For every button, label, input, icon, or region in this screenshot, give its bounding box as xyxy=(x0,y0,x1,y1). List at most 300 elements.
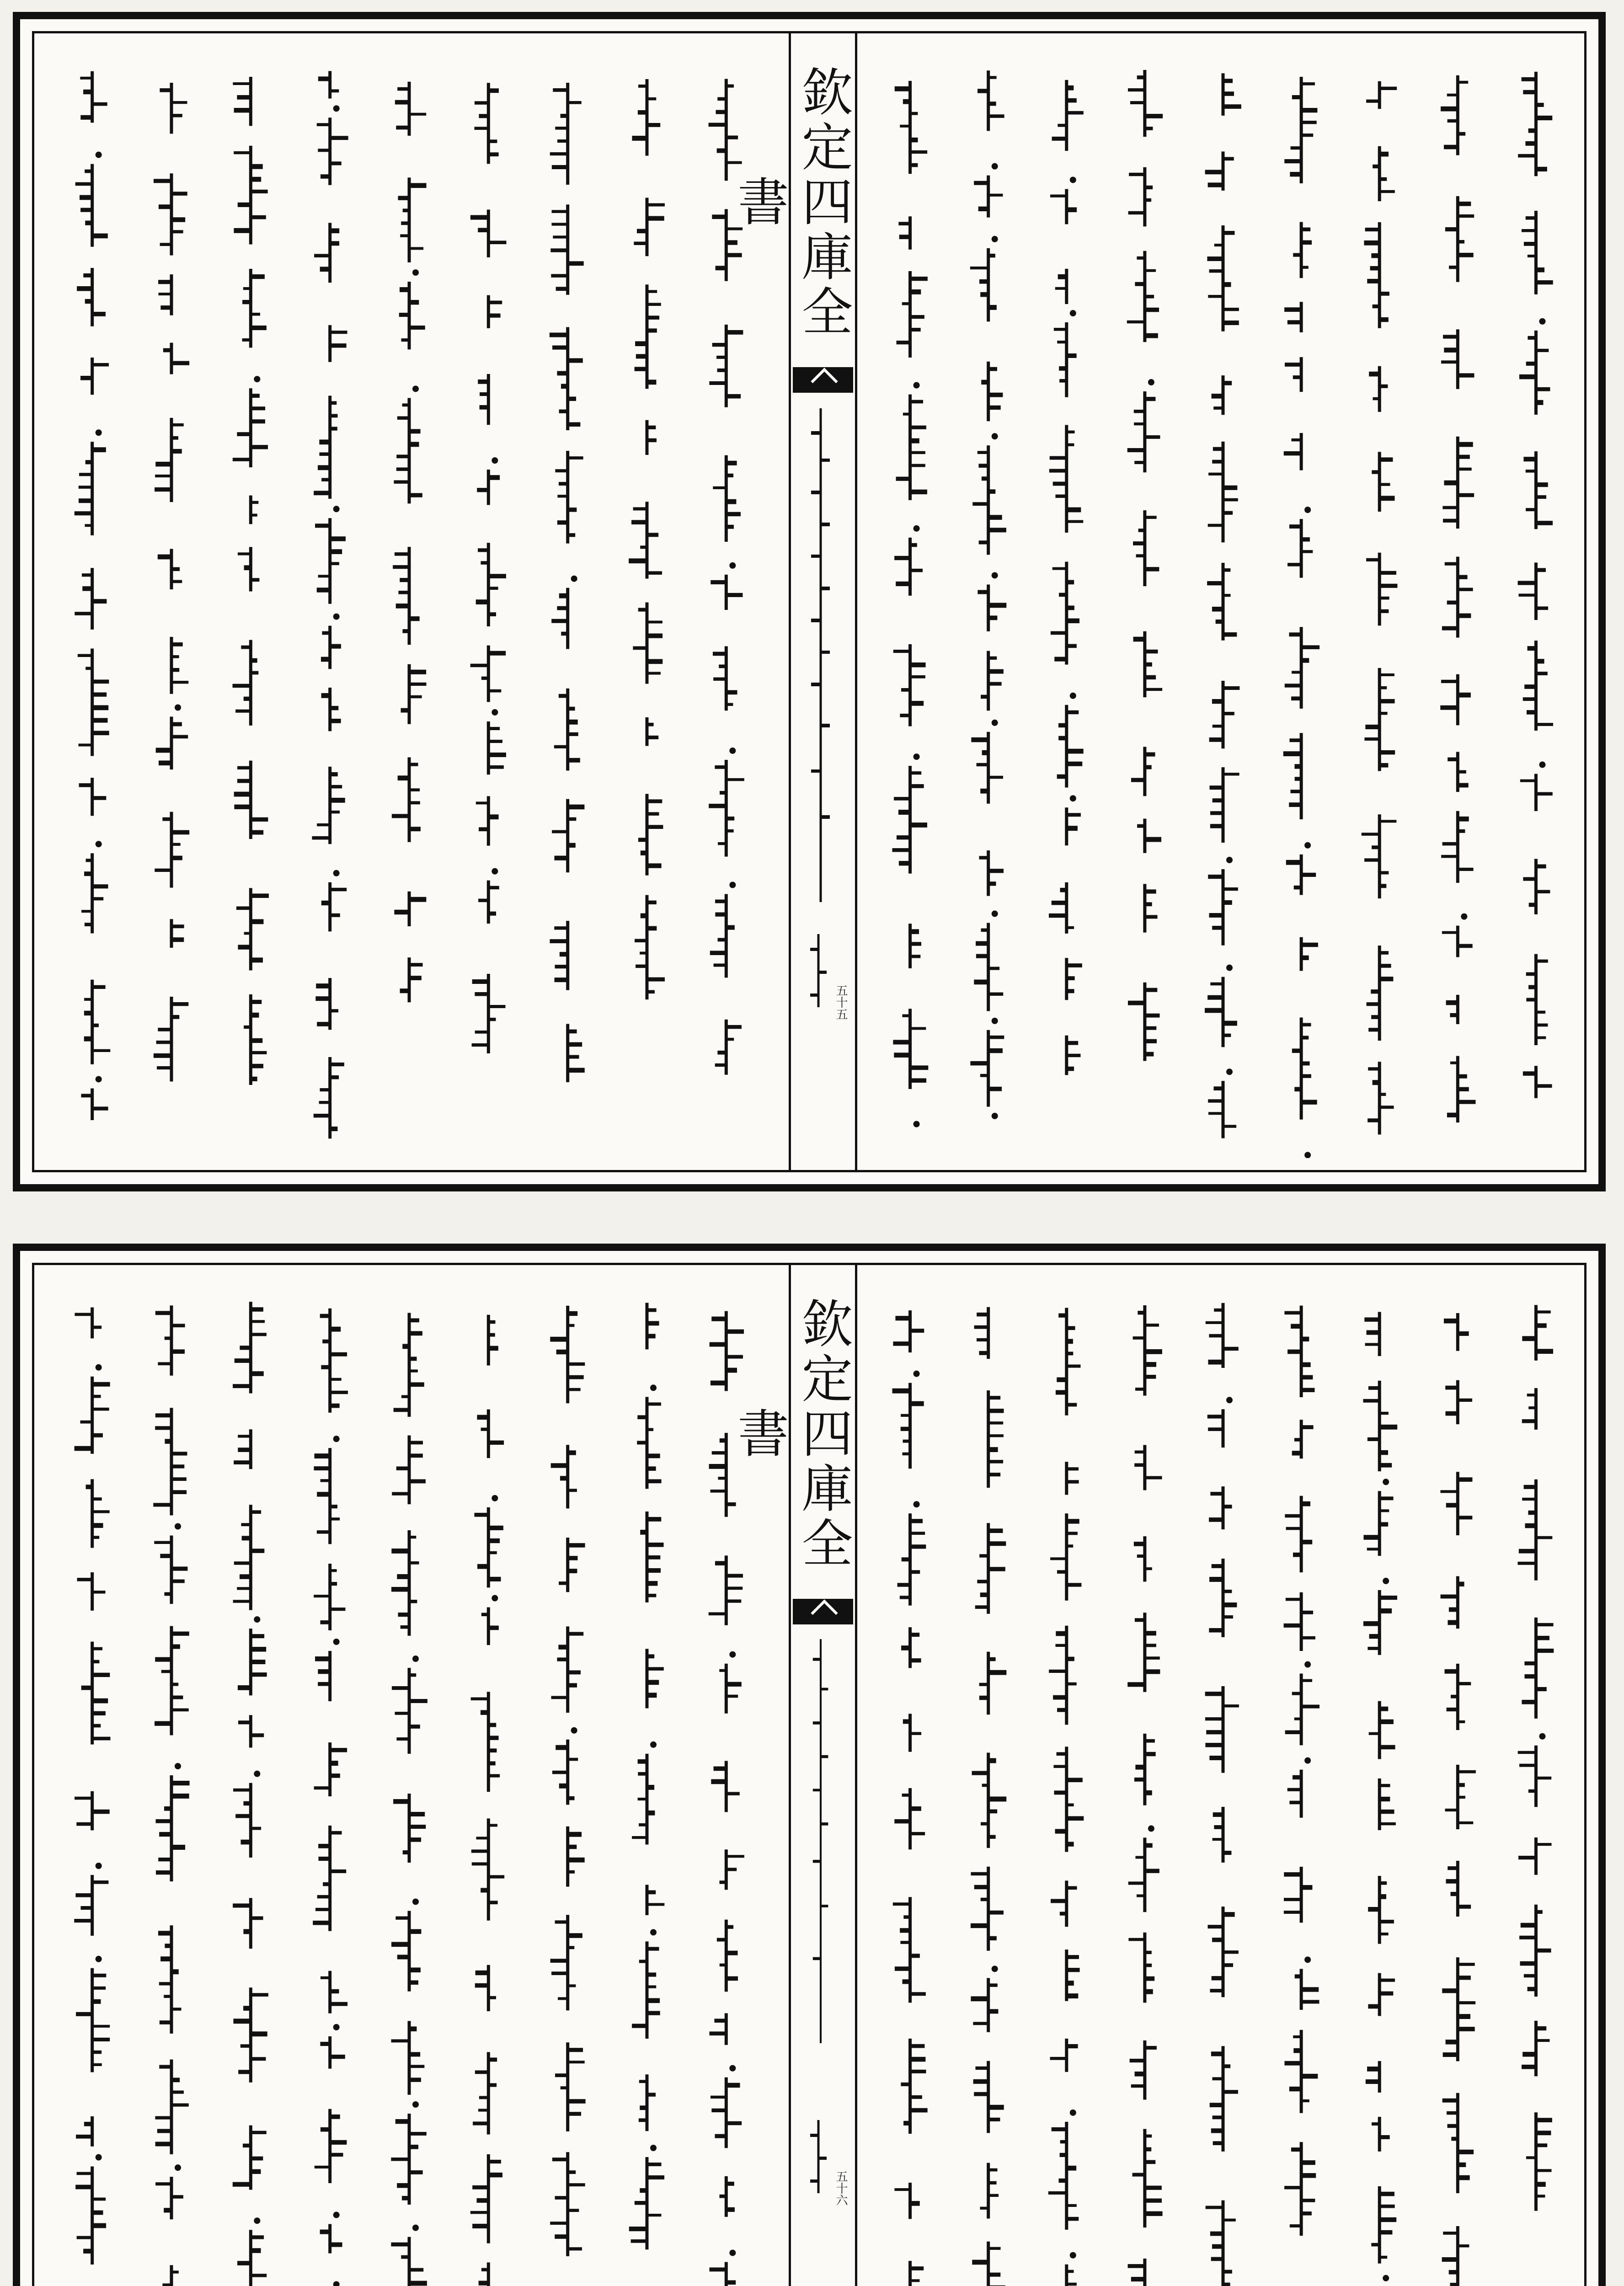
punctuation-mark xyxy=(96,152,102,158)
mongolian-word xyxy=(1526,954,1548,1045)
mongolian-word xyxy=(898,216,910,249)
mongolian-word xyxy=(629,2157,664,2249)
mongolian-word xyxy=(84,980,111,1064)
mongolian-word xyxy=(719,2176,734,2217)
mongolian-word xyxy=(155,1626,189,1736)
punctuation-mark xyxy=(992,433,998,439)
mongolian-word xyxy=(1206,1303,1239,1368)
folio-number: 五十五 xyxy=(834,984,848,1020)
mongolian-word xyxy=(893,1897,926,2003)
mongolian-word xyxy=(1053,1747,1084,1852)
mongolian-word xyxy=(1284,1306,1314,1397)
mongolian-word xyxy=(81,1642,111,1745)
mongolian-word xyxy=(568,1024,585,1082)
mongolian-word xyxy=(1366,553,1397,626)
mongolian-word xyxy=(1523,1066,1552,1098)
punctuation-mark xyxy=(491,709,498,716)
mongolian-word xyxy=(896,2261,924,2286)
mongolian-word xyxy=(893,1009,928,1089)
mongolian-text-left xyxy=(53,52,766,1152)
mongolian-word xyxy=(312,767,345,844)
mongolian-word xyxy=(481,1608,499,1645)
mongolian-word xyxy=(1520,774,1553,811)
mongolian-word xyxy=(1287,1770,1301,1818)
mongolian-word xyxy=(1364,668,1395,771)
mongolian-word xyxy=(632,1941,660,2039)
mongolian-word xyxy=(1446,995,1458,1024)
mongolian-word xyxy=(1522,211,1553,294)
punctuation-mark xyxy=(412,1898,419,1905)
mongolian-word xyxy=(637,1397,661,1489)
mongolian-word xyxy=(1293,222,1312,278)
mongolian-word xyxy=(1283,733,1301,819)
mongolian-word xyxy=(974,923,1003,1011)
punctuation-mark xyxy=(729,2249,736,2256)
mongolian-word xyxy=(1067,1950,1080,2001)
mongolian-word xyxy=(1363,1590,1397,1655)
mongolian-word xyxy=(81,1088,108,1120)
mongolian-word xyxy=(233,1505,265,1610)
mongolian-word xyxy=(394,398,422,503)
mongolian-word xyxy=(251,496,258,524)
punctuation-mark xyxy=(992,236,998,242)
mongolian-word xyxy=(640,1512,663,1602)
mongolian-word xyxy=(488,721,506,774)
mongolian-word xyxy=(153,1408,187,1515)
mongolian-word xyxy=(1369,1701,1395,1759)
mongolian-word xyxy=(568,1827,585,1887)
mongolian-word xyxy=(1128,983,1160,1061)
mongolian-word xyxy=(710,2013,727,2045)
mongolian-word xyxy=(470,646,506,702)
mongolian-word xyxy=(1518,1746,1551,1807)
punctuation-mark xyxy=(650,1929,657,1935)
mongolian-word xyxy=(1134,1536,1152,1581)
mongolian-word xyxy=(711,1761,739,1812)
mongolian-word xyxy=(709,1555,743,1625)
mongolian-word xyxy=(471,1818,504,1920)
punctuation-mark xyxy=(1383,1479,1389,1485)
mongolian-word xyxy=(979,850,1004,896)
mongolian-word xyxy=(971,1867,1004,1951)
punctuation-mark xyxy=(491,868,498,875)
mongolian-word xyxy=(1441,329,1474,389)
mongolian-word xyxy=(75,568,107,630)
punctuation-mark xyxy=(1304,842,1311,849)
mongolian-word xyxy=(1522,1618,1554,1719)
mongolian-word xyxy=(1057,705,1084,788)
punctuation-mark xyxy=(914,525,920,532)
mongolian-word xyxy=(1442,437,1474,529)
mongolian-word xyxy=(1441,1576,1464,1629)
mongolian-word xyxy=(75,1377,110,1454)
mongolian-word xyxy=(1067,1462,1079,1495)
mongolian-word xyxy=(1286,855,1316,895)
mongolian-word xyxy=(981,651,1004,711)
mongolian-word xyxy=(1049,1626,1077,1725)
mongolian-word xyxy=(479,2263,501,2286)
mongolian-word xyxy=(321,626,341,669)
mongolian-word xyxy=(475,83,499,164)
mongolian-word xyxy=(320,2224,342,2254)
mongolian-word xyxy=(1050,189,1077,224)
punctuation-mark xyxy=(254,1616,260,1623)
mongolian-word xyxy=(720,1849,744,1890)
mongolian-word xyxy=(1208,1081,1236,1138)
punctuation-mark xyxy=(254,2217,260,2224)
mongolian-word xyxy=(1284,1867,1313,1923)
mongolian-word xyxy=(550,1306,585,1403)
mongolian-word xyxy=(1526,2112,1552,2211)
mongolian-word xyxy=(163,343,189,374)
punctuation-mark xyxy=(1383,2275,1389,2281)
mongolian-word xyxy=(975,1523,1006,1614)
mongolian-word xyxy=(897,271,928,358)
mongolian-word xyxy=(317,118,348,185)
mongolian-word xyxy=(314,1564,345,1630)
mongolian-word xyxy=(473,2052,497,2134)
mongolian-word xyxy=(710,1311,744,1391)
mongolian-word xyxy=(1206,2201,1236,2286)
punctuation-mark xyxy=(1148,379,1154,385)
punctuation-mark xyxy=(333,2024,340,2030)
mongolian-word xyxy=(629,502,662,578)
punctuation-mark xyxy=(992,572,998,578)
mongolian-word xyxy=(1292,1420,1314,1458)
mongolian-word xyxy=(971,732,1003,804)
mongolian-word xyxy=(234,1429,251,1469)
mongolian-word xyxy=(1440,1472,1472,1535)
center-column xyxy=(729,1265,857,2286)
punctuation-mark xyxy=(1539,318,1545,325)
mongolian-word xyxy=(973,2061,1004,2133)
mongolian-word xyxy=(1523,859,1550,914)
mongolian-word xyxy=(1445,1380,1472,1424)
mongolian-word xyxy=(894,2183,919,2219)
mongolian-word xyxy=(1301,937,1318,971)
mongolian-word xyxy=(1128,167,1153,227)
mongolian-word xyxy=(234,761,268,839)
mongolian-word xyxy=(1052,80,1084,151)
mongolian-word xyxy=(238,1629,267,1695)
punctuation-mark xyxy=(914,753,920,760)
mongolian-word xyxy=(710,894,735,977)
punctuation-mark xyxy=(175,1763,181,1769)
punctuation-mark xyxy=(175,1523,181,1530)
mongolian-word xyxy=(235,2230,267,2286)
punctuation-mark xyxy=(1304,1757,1311,1764)
mongolian-word xyxy=(550,204,583,295)
mongolian-word xyxy=(314,223,339,283)
punctuation-mark xyxy=(1070,176,1076,183)
mongolian-word xyxy=(233,640,259,726)
mongolian-word xyxy=(1518,562,1548,620)
mongolian-script-columns xyxy=(53,1283,766,2286)
mongolian-word xyxy=(1128,1837,1159,1912)
mongolian-word xyxy=(158,1925,182,2034)
page-frame xyxy=(32,1263,1587,2286)
mongolian-word xyxy=(1363,1491,1393,1556)
punctuation-mark xyxy=(571,576,577,582)
fish-tail-ornament xyxy=(793,367,853,393)
punctuation-mark xyxy=(992,1966,998,1972)
mongolian-word xyxy=(158,549,182,590)
mongolian-word xyxy=(76,1968,110,2072)
punctuation-mark xyxy=(333,1436,340,1442)
mongolian-word xyxy=(86,1479,110,1548)
mongolian-word xyxy=(892,1383,924,1469)
mongolian-word xyxy=(552,1740,578,1805)
mongolian-word xyxy=(1133,631,1163,697)
mongolian-word xyxy=(1128,1933,1154,2003)
mongolian-word xyxy=(901,1627,921,1668)
mongolian-word xyxy=(233,1302,267,1393)
mongolian-word xyxy=(313,1826,346,1931)
punctuation-mark xyxy=(175,2164,181,2171)
punctuation-mark xyxy=(729,881,736,888)
mongolian-word xyxy=(710,2262,736,2286)
mongolian-word xyxy=(75,2167,106,2265)
mongolian-word xyxy=(391,2114,426,2205)
punctuation-mark xyxy=(914,1121,920,1127)
mongolian-word xyxy=(320,1309,348,1413)
mongolian-word xyxy=(1207,563,1237,641)
punctuation-mark xyxy=(914,1371,920,1377)
mongolian-word xyxy=(395,82,426,136)
mongolian-word xyxy=(314,1448,340,1544)
mongolian-word xyxy=(710,2078,742,2148)
mongolian-word xyxy=(895,81,927,174)
mongolian-word xyxy=(330,325,347,362)
folio-number: 五十六 xyxy=(834,2170,848,2206)
mongolian-word xyxy=(1207,1409,1223,1447)
mongolian-word xyxy=(1519,331,1550,415)
mongolian-word xyxy=(1364,222,1389,328)
punctuation-mark xyxy=(333,2281,340,2286)
mongolian-word xyxy=(1442,926,1473,957)
mongolian-word xyxy=(154,997,188,1082)
mongolian-word xyxy=(1056,1308,1081,1415)
mongolian-word xyxy=(892,766,927,874)
mongolian-word xyxy=(971,1978,998,2032)
mongolian-word xyxy=(156,717,188,770)
punctuation-mark xyxy=(1070,795,1076,801)
mongolian-word xyxy=(1523,641,1553,731)
mongolian-word xyxy=(978,584,1006,631)
mongolian-word xyxy=(476,543,506,626)
mongolian-word xyxy=(75,1791,110,1831)
mongolian-word xyxy=(315,2109,347,2183)
punctuation-mark xyxy=(333,2212,340,2218)
punctuation-mark xyxy=(1070,2110,1076,2116)
punctuation-mark xyxy=(650,2145,657,2151)
mongolian-word xyxy=(715,1020,742,1075)
mongolian-word xyxy=(979,1652,1007,1715)
mongolian-word xyxy=(1209,767,1239,843)
mongolian-word xyxy=(1284,302,1301,332)
mongolian-word xyxy=(1284,2142,1316,2236)
mongolian-word xyxy=(171,919,184,948)
mongolian-word xyxy=(1049,882,1074,934)
punctuation-mark xyxy=(992,720,998,726)
punctuation-mark xyxy=(333,614,340,620)
mongolian-word xyxy=(1134,1445,1162,1490)
mongolian-word xyxy=(901,2039,927,2134)
mongolian-text-right xyxy=(871,52,1575,1152)
mongolian-word xyxy=(321,688,341,731)
mongolian-word xyxy=(555,451,583,543)
mongolian-word xyxy=(970,248,997,321)
mongolian-word xyxy=(1372,2117,1390,2152)
punctuation-mark xyxy=(729,748,736,754)
mongolian-word xyxy=(1523,451,1553,529)
mongolian-word xyxy=(1440,674,1471,725)
mongolian-word xyxy=(1448,752,1469,792)
mongolian-word xyxy=(399,282,425,349)
mongolian-word xyxy=(391,1911,421,1991)
mongolian-word xyxy=(158,274,171,315)
mongolian-word xyxy=(1205,1686,1239,1773)
mongolian-word xyxy=(391,1530,419,1636)
mongolian-word xyxy=(1128,2259,1162,2286)
mongolian-word xyxy=(635,895,665,1000)
mongolian-word xyxy=(978,70,1004,131)
punctuation-mark xyxy=(491,1595,498,1602)
mongolian-word xyxy=(1055,269,1067,304)
punctuation-mark xyxy=(412,1656,419,1662)
center-column xyxy=(729,33,857,1170)
mongolian-word xyxy=(1442,2226,1469,2286)
mongolian-word xyxy=(719,1664,741,1714)
mongolian-word xyxy=(1368,1062,1394,1134)
mongolian-chapter-title xyxy=(805,1635,837,2047)
punctuation-mark xyxy=(1304,1152,1311,1158)
mongolian-word xyxy=(647,1885,664,1915)
mongolian-word xyxy=(1295,1969,1320,2010)
mongolian-word xyxy=(76,2116,92,2147)
mongolian-word xyxy=(1205,977,1237,1047)
mongolian-word xyxy=(321,1971,347,2014)
punctuation-mark xyxy=(333,105,340,112)
mongolian-word xyxy=(233,388,268,467)
mongolian-word xyxy=(894,538,923,596)
mongolian-word xyxy=(1442,1957,1475,2061)
punctuation-mark xyxy=(729,562,736,569)
mongolian-word xyxy=(980,2163,999,2219)
mongolian-word xyxy=(1127,1613,1160,1692)
mongolian-word xyxy=(1048,2122,1079,2230)
mongolian-word xyxy=(1067,2265,1077,2286)
mongolian-word xyxy=(79,778,107,816)
punctuation-mark xyxy=(412,2225,419,2231)
mongolian-word xyxy=(78,648,109,756)
punctuation-mark xyxy=(1383,1578,1389,1584)
punctuation-mark xyxy=(1226,1397,1233,1403)
punctuation-mark xyxy=(1070,693,1076,699)
mongolian-word xyxy=(1522,1305,1553,1360)
punctuation-mark xyxy=(96,1863,102,1869)
mongolian-word xyxy=(398,177,427,262)
mongolian-word xyxy=(315,518,346,604)
mongolian-word xyxy=(77,1572,106,1611)
header-title: 欽定四庫全書 xyxy=(729,65,853,340)
punctuation-mark xyxy=(992,1113,998,1119)
mongolian-word xyxy=(478,374,488,425)
mongolian-word xyxy=(1518,1837,1552,1875)
mongolian-word xyxy=(233,77,251,126)
mongolian-word xyxy=(633,603,662,684)
mongolian-word xyxy=(1446,1861,1471,1917)
mongolian-word xyxy=(1445,1765,1475,1829)
mongolian-word xyxy=(400,957,423,1002)
mongolian-word xyxy=(639,2074,656,2131)
mongolian-word xyxy=(1522,1388,1536,1430)
mongolian-word xyxy=(393,1794,426,1863)
mongolian-word xyxy=(1371,2186,1396,2264)
mongolian-word xyxy=(1205,151,1234,191)
mongolian-word xyxy=(896,395,927,500)
mongolian-word xyxy=(488,1315,498,1366)
mongolian-word xyxy=(893,644,926,726)
mongolian-word xyxy=(1051,1880,1077,1927)
mongolian-word xyxy=(81,853,108,933)
mongolian-word xyxy=(1213,1807,1232,1863)
mongolian-word xyxy=(244,994,267,1085)
mongolian-word xyxy=(1208,442,1238,543)
mongolian-word xyxy=(1209,1486,1232,1529)
mongolian-word xyxy=(1050,1513,1081,1600)
mongolian-word xyxy=(972,1752,1007,1848)
punctuation-mark xyxy=(650,1741,657,1748)
mongolian-word xyxy=(550,1915,582,2010)
punctuation-mark xyxy=(412,385,419,392)
mongolian-word xyxy=(476,796,499,845)
punctuation-mark xyxy=(571,1727,577,1734)
punctuation-mark xyxy=(1304,507,1311,513)
mongolian-word xyxy=(1127,251,1159,342)
mongolian-word xyxy=(1445,196,1474,282)
mongolian-word xyxy=(910,924,921,968)
mongolian-word xyxy=(550,921,568,990)
mongolian-word xyxy=(233,1898,263,1949)
mongolian-word xyxy=(1050,2039,1078,2072)
punctuation-mark xyxy=(1539,762,1545,768)
mongolian-word xyxy=(75,1308,102,1339)
mongolian-word xyxy=(392,1435,426,1504)
mongolian-word xyxy=(710,575,743,610)
mongolian-word xyxy=(474,1507,503,1587)
mongolian-word xyxy=(709,79,742,181)
mongolian-word xyxy=(394,892,426,926)
mongolian-chapter-title xyxy=(805,404,837,907)
mongolian-word xyxy=(1287,519,1313,578)
mongolian-word xyxy=(391,2237,427,2286)
mongolian-word xyxy=(394,1313,424,1416)
mongolian-word xyxy=(233,2126,267,2190)
mongolian-word xyxy=(1210,2046,1238,2151)
mongolian-word xyxy=(893,1310,924,1352)
mongolian-word xyxy=(475,1965,496,2011)
mongolian-word xyxy=(154,173,187,255)
mongolian-word xyxy=(1049,425,1083,533)
book-page-top xyxy=(13,12,1606,1191)
mongolian-word xyxy=(717,1920,738,1992)
mongolian-word xyxy=(155,1305,185,1375)
mongolian-word xyxy=(1284,2030,1318,2113)
mongolian-word xyxy=(233,1987,268,2083)
mongolian-word xyxy=(1285,627,1320,708)
punctuation-mark xyxy=(412,2101,419,2108)
